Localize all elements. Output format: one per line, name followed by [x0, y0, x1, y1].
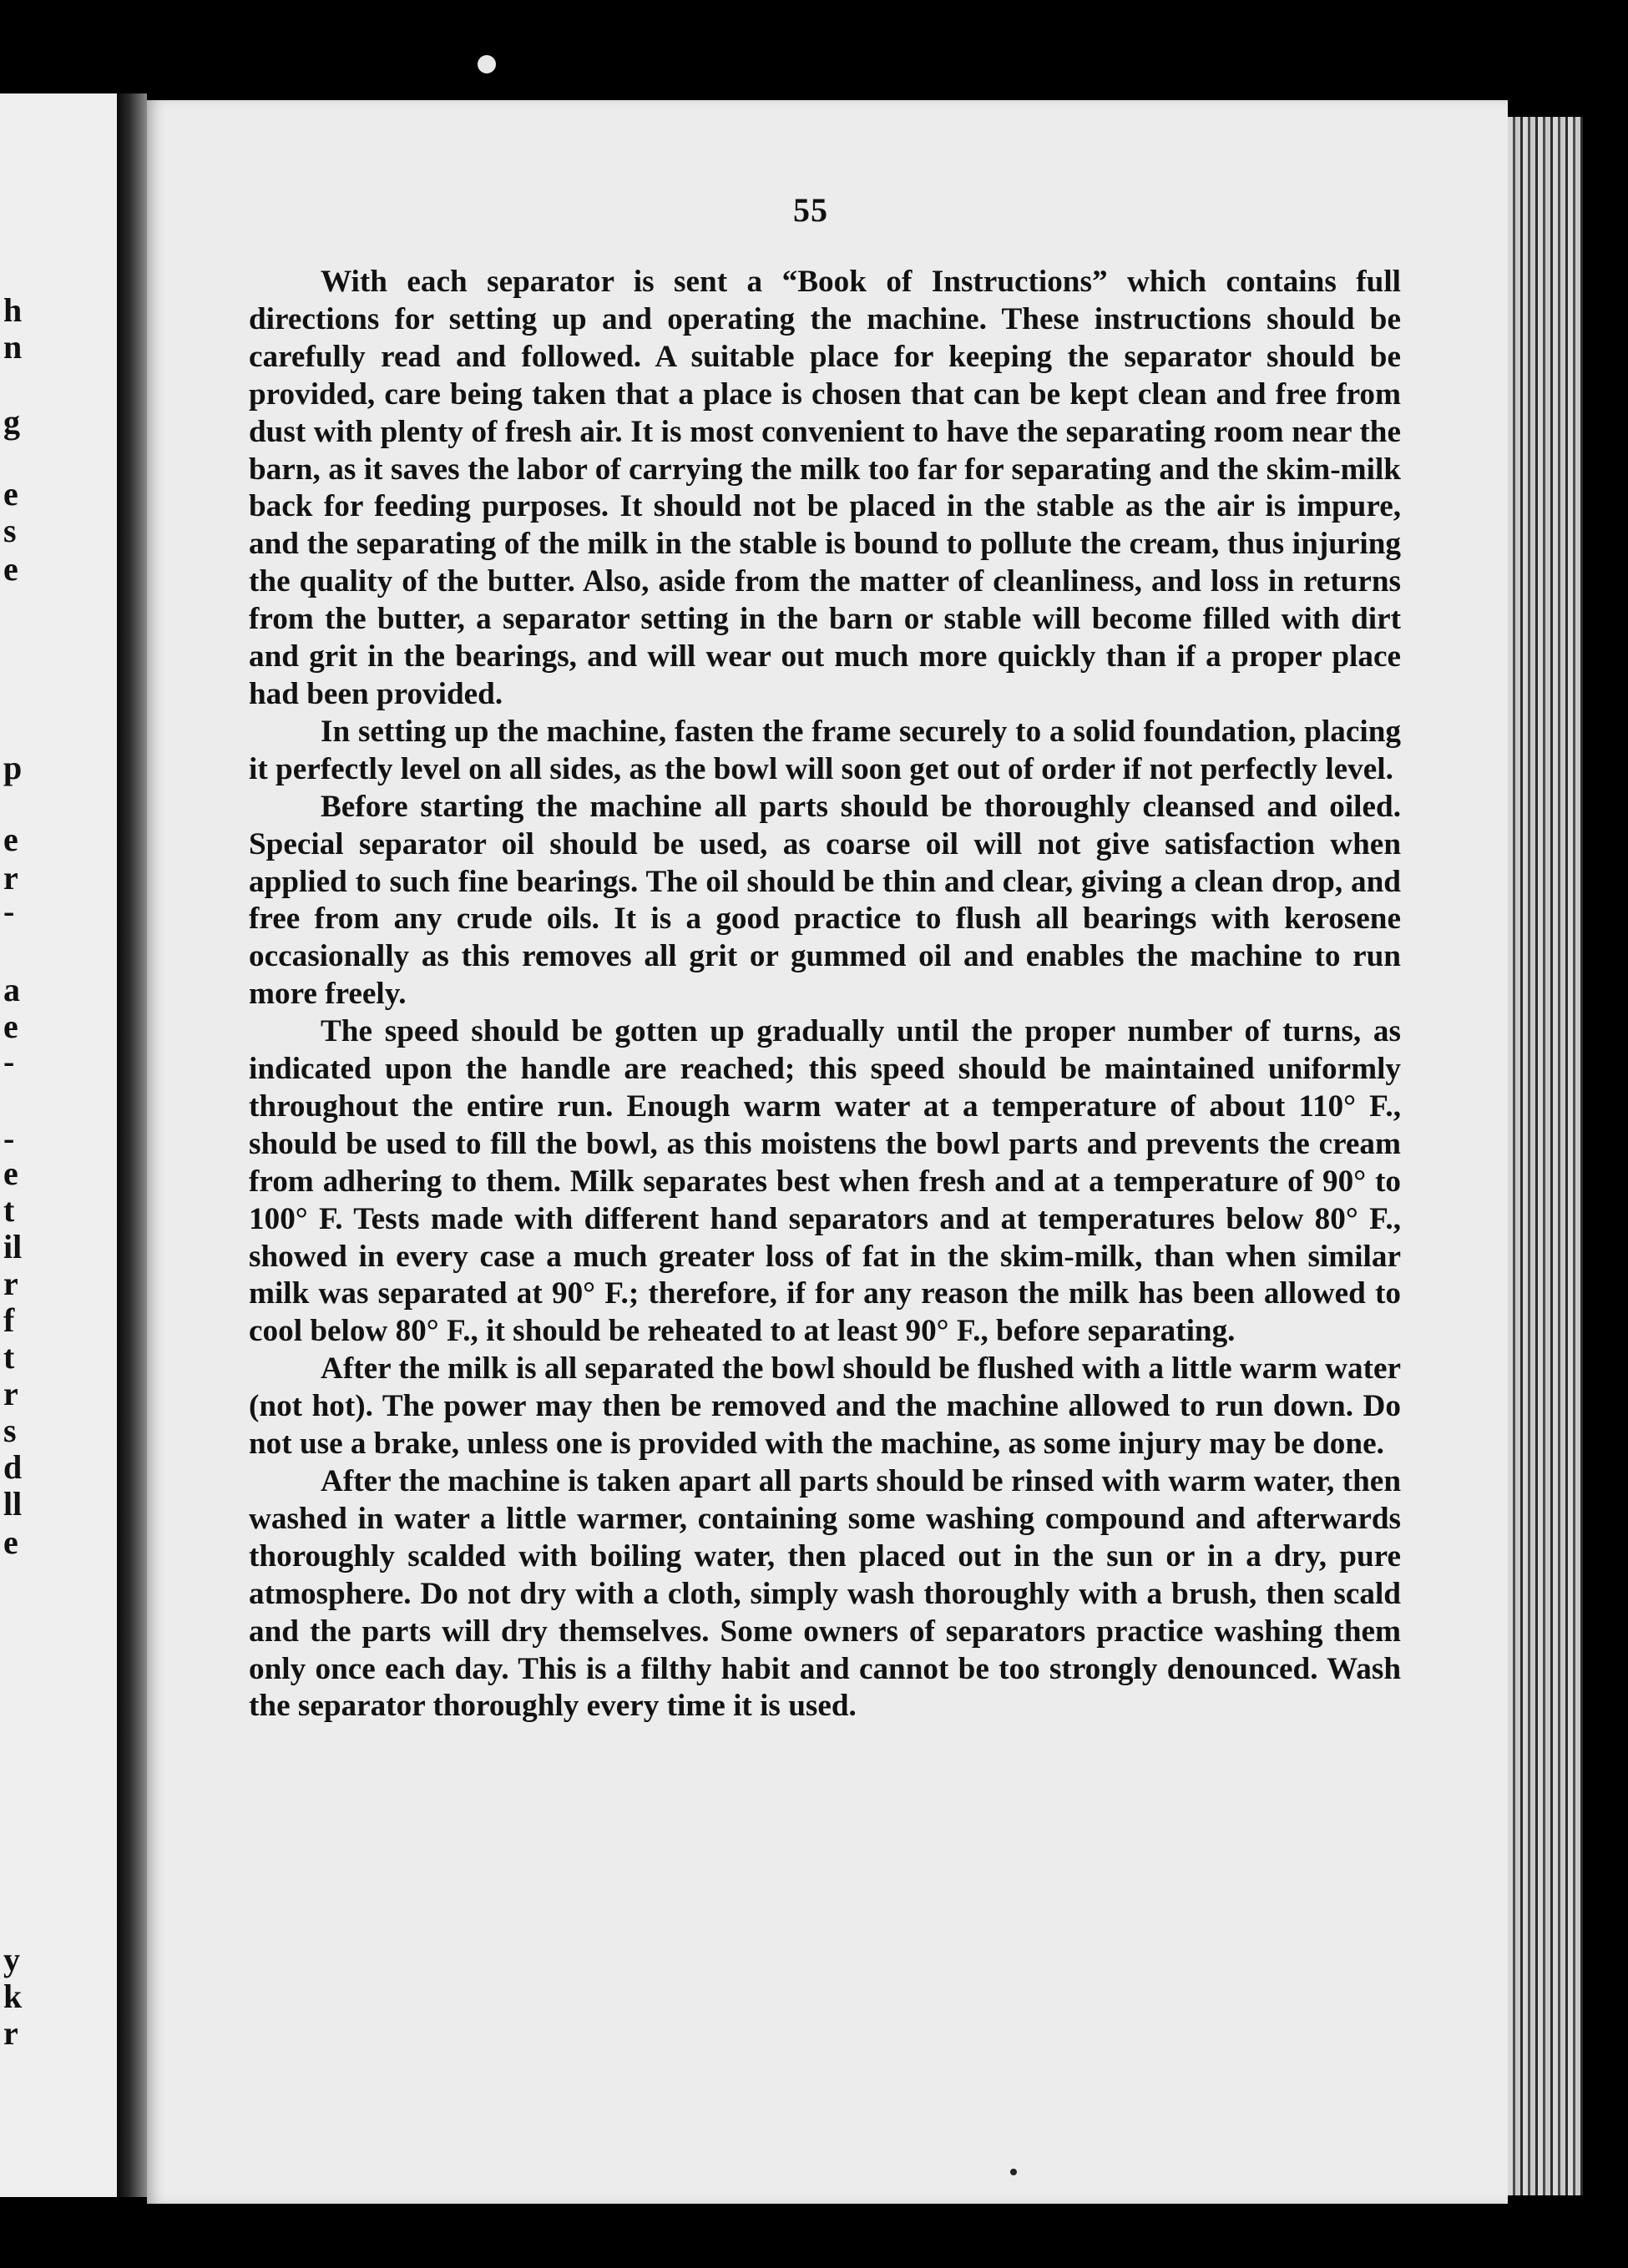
margin-letter: il: [3, 1228, 23, 1265]
margin-letter: a: [3, 971, 20, 1008]
page-number: 55: [793, 191, 828, 229]
margin-letter: -: [3, 892, 15, 930]
margin-letter: s: [3, 1412, 17, 1449]
margin-letter: y: [3, 1941, 20, 1978]
margin-letter: r: [3, 1375, 18, 1412]
paragraph: After the milk is all separated the bowl should be flushed with a little warm water (not hot). The power may then be removed and the machine allowed to run down. Do not use a brake, unless one is provided with the machine, as some injury may be done.: [249, 1351, 1401, 1462]
margin-letter: d: [3, 1448, 23, 1486]
margin-letter: t: [3, 1191, 15, 1229]
margin-letter: e: [3, 1008, 18, 1045]
page-body: [249, 264, 1401, 1725]
page-stack-edge: [1508, 117, 1583, 2195]
margin-letter: r: [3, 859, 18, 897]
book-gutter: [117, 93, 147, 2197]
margin-letter: -: [3, 1119, 15, 1157]
margin-letter: g: [3, 403, 20, 441]
margin-letter: t: [3, 1338, 15, 1376]
margin-letter: k: [3, 1978, 23, 2015]
facing-page-edge: [0, 93, 122, 2197]
paragraph: The speed should be gotten up gradually until the proper number of turns, as indicated upon the handle are reached; this speed should be maintained uniformly throughout the entire run. Enough warm water at a temperature of about 110° F., should be used to fill the bowl, as this moistens the bowl parts and prevents the cream from adhering to them. Milk separates best when fresh and at a temperature of 90° to 100° F. Tests made with different hand separators and at temperatures below 80° F., showed in every case a much greater loss of fat in the skim-milk, than when similar milk was separated at 90° F.; therefore, if for any reason the milk has been allowed to cool below 80° F., it should be reheated to at least 90° F., before separating.: [249, 1014, 1401, 1349]
margin-letter: h: [3, 291, 23, 329]
paragraph: Before starting the machine all parts should be thoroughly cleansed and oiled. Special separator oil should be used, as coarse oil will not give satisfaction when applied to such fine bearings. The oil should be thin and clear, giving a clean drop, and free from any crude oils. It is a good practice to flush all bearings with kerosene occasionally as this removes all grit or gummed oil and enables the machine to run more freely.: [249, 789, 1401, 1012]
margin-letter: e: [3, 1523, 18, 1561]
margin-letter: f: [3, 1301, 15, 1339]
margin-letter: e: [3, 475, 18, 513]
paragraph: In setting up the machine, fasten the frame securely to a solid foundation, placing it perfectly level on all sides, as the bowl will soon get out of order if not perfectly level.: [249, 714, 1401, 786]
margin-letter: e: [3, 1154, 18, 1192]
margin-letter: ll: [3, 1485, 23, 1523]
binding-hole: [478, 55, 496, 73]
margin-letter: p: [3, 749, 23, 786]
ink-speck: [1010, 2169, 1017, 2175]
paragraph: With each separator is sent a “Book of Instructions” which contains full directions for setting up and operating the machine. These instructions should be carefully read and followed. A suitable place for keeping the separator should be provided, care being taken that a place is chosen that can be kept clean and free from dust with plenty of fresh air. It is most convenient to have the separating room near the barn, as it saves the labor of carrying the milk too far for separating and the skim-milk back for feeding purposes. It should not be placed in the stable as the air is impure, and the separating of the milk in the stable is bound to pollute the cream, thus injuring the quality of the butter. Also, aside from the matter of cleanliness, and loss in returns from the butter, a separator setting in the barn or stable will become filled with dirt and grit in the bearings, and will wear out much more quickly than if a proper place had been provided.: [249, 265, 1401, 711]
margin-letter: -: [3, 1043, 15, 1080]
margin-letter: e: [3, 550, 18, 588]
margin-letter: r: [3, 2014, 18, 2052]
margin-letter: e: [3, 821, 18, 858]
paragraph: After the machine is taken apart all parts should be rinsed with warm water, then washed in water a little warmer, containing some washing compound and afterwards thoroughly scalded with boiling water, then placed out in the sun or in a dry, pure atmosphere. Do not dry with a cloth, simply wash thoroughly with a brush, then scald and the parts will dry themselves. Some owners of separators practice washing them only once each day. This is a filthy habit and cannot be too strongly denounced. Wash the separator thoroughly every time it is used.: [249, 1464, 1401, 1724]
margin-letter: r: [3, 1265, 18, 1302]
margin-letter: s: [3, 512, 17, 549]
margin-letter: n: [3, 328, 23, 366]
book-page: [147, 100, 1508, 2204]
